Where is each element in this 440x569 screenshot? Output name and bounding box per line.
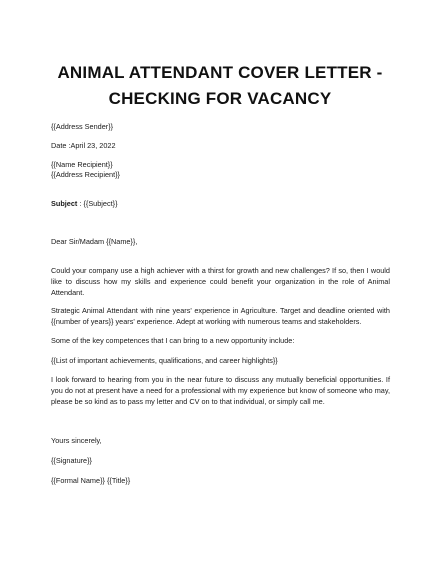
salutation: Dear Sir/Madam {{Name}},: [51, 237, 138, 246]
subject-value: : {{Subject}}: [77, 199, 118, 208]
name-recipient: {{Name Recipient}}: [51, 160, 113, 169]
formal-name: {{Formal Name}} {{Title}}: [51, 476, 131, 485]
paragraph-3: Some of the key competences that I can bring to a new opportunity include:: [51, 336, 295, 345]
paragraph-5: I look forward to hearing from you in the near future to discuss any mutually beneficial opportunities. If you do not at present have a need for a professional with my experience but know of someone who may, please be so kind as to pass my letter and CV on to that individual, or simply call me.: [51, 375, 390, 406]
address-sender: {{Address Sender}}: [51, 122, 114, 131]
subject-label: Subject: [51, 199, 78, 208]
letter-date: Date :April 23, 2022: [51, 141, 116, 150]
closing: Yours sincerely,: [51, 436, 102, 445]
paragraph-2: Strategic Animal Attendant with nine years' experience in Agriculture. Target and deadline oriented with {{number of years}} years' experience. Adept at working with numerous teams and stakeholders.: [51, 306, 390, 326]
title-line-1: ANIMAL ATTENDANT COVER LETTER -: [57, 63, 383, 82]
subject-line: [51, 199, 118, 209]
address-recipient: {{Address Recipient}}: [51, 170, 120, 179]
paragraph-1: Could your company use a high achiever with a thirst for growth and new challenges? If so, then I would like to discuss how my skills and experience could benefit your organization in the role of Animal Attendant.: [51, 266, 390, 297]
title-line-2: CHECKING FOR VACANCY: [108, 89, 332, 108]
letter-title: [40, 60, 400, 112]
paragraph-4: {{List of important achievements, qualifications, and career highlights}}: [51, 356, 278, 365]
signature: {{Signature}}: [51, 456, 92, 465]
